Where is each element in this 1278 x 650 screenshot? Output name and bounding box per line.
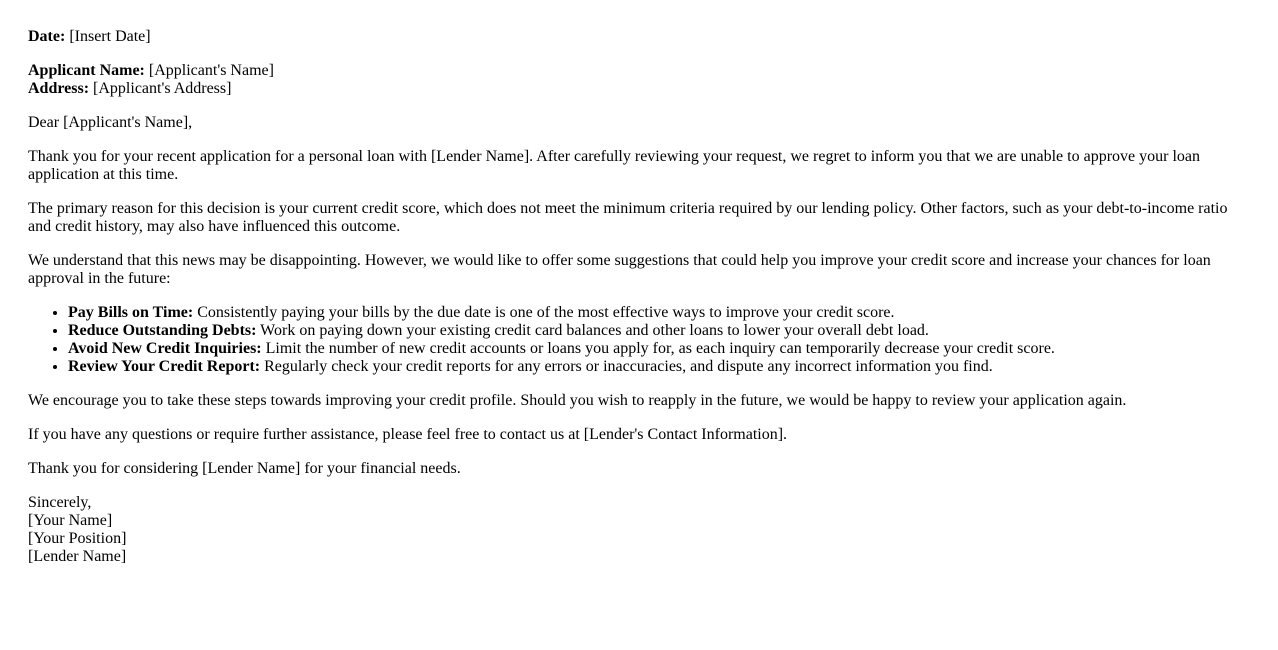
intro-paragraph: Thank you for your recent application for a personal loan with [Lender Name]. After carefully reviewing your request, we regret to inform you that we are unable to approve your loan application at this time. [28,148,1201,183]
signature-position: [Your Position] [28,530,127,547]
applicant-address-label: Address: [28,80,90,97]
signature-closing: Sincerely, [28,494,92,511]
applicant-name-value: [Applicant's Name] [144,62,274,79]
suggestion-title: Avoid New Credit Inquiries: [68,340,262,357]
suggestion-title: Review Your Credit Report: [68,358,261,375]
suggestion-text: Consistently paying your bills by the due date is one of the most effective ways to improve your credit score. [193,304,895,321]
applicant-block [28,62,1238,98]
suggestion-text: Work on paying down your existing credit card balances and other loans to lower your overall debt load. [256,322,929,339]
applicant-address-line [28,80,1238,98]
signature-name: [Your Name] [28,512,113,529]
date-label: Date: [28,28,66,45]
applicant-name-label: Applicant Name: [28,62,145,79]
contact-paragraph: If you have any questions or require further assistance, please feel free to contact us at [Lender's Contact Information]. [28,426,788,443]
applicant-name-line [28,62,1238,80]
list-item [68,322,1238,340]
suggestions-list [28,304,1238,376]
greeting: Dear [Applicant's Name], [28,114,193,131]
reason-paragraph: The primary reason for this decision is your current credit score, which does not meet the minimum criteria required by our lending policy. Other factors, such as your debt-to-income ratio and credit history, may also have influenced this outcome. [28,200,1228,235]
encourage-paragraph: We encourage you to take these steps towards improving your credit profile. Should you wish to reapply in the future, we would be happy to review your application again. [28,392,1127,409]
date-value: [Insert Date] [65,28,151,45]
signature-lender: [Lender Name] [28,548,127,565]
letter-document [28,28,1238,582]
signature-block [28,494,1238,566]
suggestion-text: Regularly check your credit reports for any errors or inaccuracies, and dispute any incorrect information you find. [260,358,993,375]
suggestions-intro-paragraph: We understand that this news may be disappointing. However, we would like to offer some suggestions that could help you improve your credit score and increase your chances for loan approval in the future: [28,252,1211,287]
suggestion-title: Pay Bills on Time: [68,304,194,321]
list-item [68,340,1238,358]
suggestion-text: Limit the number of new credit accounts or loans you apply for, as each inquiry can temporarily decrease your credit score. [261,340,1055,357]
list-item [68,358,1238,376]
list-item [68,304,1238,322]
suggestion-title: Reduce Outstanding Debts: [68,322,257,339]
applicant-address-value: [Applicant's Address] [89,80,232,97]
date-line [28,28,1238,46]
thanks-paragraph: Thank you for considering [Lender Name] for your financial needs. [28,460,461,477]
